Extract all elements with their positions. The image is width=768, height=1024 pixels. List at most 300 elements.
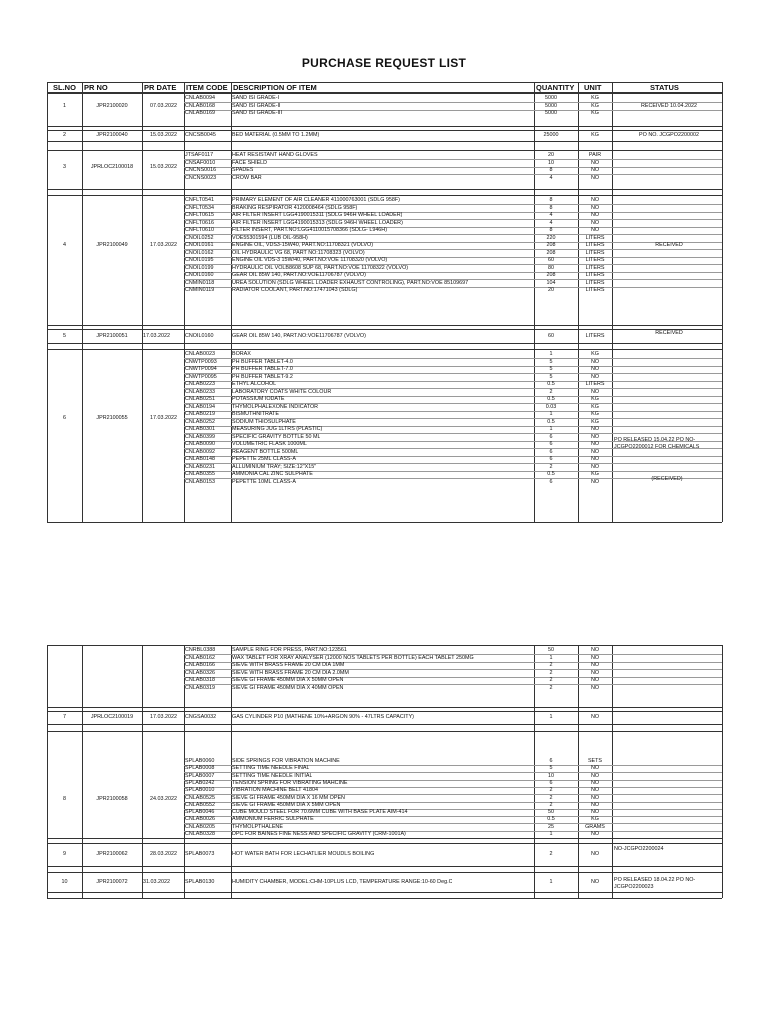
sl-number: 5 [63, 333, 66, 340]
item-quantity: 5 [549, 373, 553, 380]
item-code: CNLAB0525 [185, 794, 215, 801]
pr-number: JPR2100062 [96, 851, 128, 858]
table-rule [142, 150, 143, 189]
item-description: GEAR OIL 85W 140, PART.NO:VOE11706787 (VOLVO) [232, 333, 366, 339]
item-code: CNOIL0160 [185, 333, 214, 339]
item-description: PH BUFFER TABLET-4.0 [232, 358, 293, 365]
sl-number: 4 [63, 242, 66, 249]
table-rule [231, 724, 232, 731]
item-unit: NO [590, 851, 600, 858]
table-rule [722, 843, 723, 866]
item-quantity: 50 [548, 809, 554, 816]
table-rule [47, 141, 48, 150]
item-code: SPLAB0242 [185, 779, 215, 786]
table-rule [47, 731, 48, 838]
item-quantity: 2 [549, 388, 553, 395]
item-description: SAND ISI GRADE-I [232, 95, 280, 101]
item-quantity: 25 [548, 823, 554, 830]
item-code: CNCNS0016 [185, 167, 217, 173]
table-rule [47, 724, 48, 731]
item-unit: NO [590, 433, 600, 440]
item-quantity: 1 [549, 831, 553, 837]
item-quantity: 1 [549, 714, 553, 720]
item-quantity: 10 [548, 159, 554, 166]
table-rule [142, 645, 143, 707]
item-description: AMMONIUM FERRIC SULPHATE [232, 816, 314, 823]
pr-number: JPRLOC2100018 [90, 163, 134, 170]
item-code: CNLAB0552 [185, 801, 215, 808]
sl-number: 7 [63, 714, 66, 721]
item-quantity: 0.03 [545, 403, 557, 410]
table-rule [612, 349, 613, 522]
item-unit: LITERS [585, 272, 605, 278]
item-unit: KG [591, 396, 599, 402]
item-code: CNFLT0615 [185, 212, 214, 218]
item-code: CNLAB0319 [185, 684, 215, 691]
item-quantity: 20 [548, 287, 554, 293]
item-quantity: 4 [549, 174, 553, 181]
item-unit: NO [590, 787, 600, 794]
column-header: ITEM CODE [186, 83, 228, 92]
item-quantity: 5 [549, 358, 553, 365]
table-rule [47, 843, 722, 844]
item-description: BORAX [232, 351, 251, 357]
item-unit: NO [590, 801, 600, 808]
item-quantity: 208 [546, 242, 556, 248]
table-rule [612, 724, 613, 731]
item-code: CNLAB0194 [185, 403, 215, 410]
pr-date: 17.03.2022 [150, 714, 177, 721]
table-rule [722, 711, 723, 724]
item-unit: LITERS [585, 264, 605, 271]
item-description: PH BUFFER TABLET-9.2 [232, 373, 293, 380]
table-rule [47, 349, 722, 350]
item-description: HYDRAULIC OIL VOLB8608 SUP 68, PART.NO:VOE 11708322 (VOLVO) [232, 264, 409, 271]
table-rule [47, 195, 48, 325]
item-quantity: 8 [549, 197, 553, 203]
item-quantity: 2 [549, 684, 553, 691]
item-description: TENSION SPRING FOR VIBRATING MAHCINE [232, 779, 348, 786]
item-unit: PAIR [588, 152, 602, 158]
item-unit: NO [590, 478, 600, 485]
item-description: VIBRATION MACHINE BELT 41804 [232, 787, 318, 794]
item-code: CNLAB0251 [185, 396, 215, 402]
item-quantity: 1 [549, 411, 553, 417]
item-description: GAS CYLINDER P10 (MATHENE 10%+ARGON 90% - 47LTRS CAPACITY) [232, 714, 414, 720]
table-rule [82, 731, 83, 838]
table-rule [47, 150, 722, 151]
item-code: CNOIL0160 [185, 272, 214, 278]
table-rule [82, 645, 83, 707]
item-description: VOLUMETRIC FLASK 1000ML [232, 441, 307, 447]
item-description: ENGINE OIL VDS-3 15W/40, PART.NO:VOE 11708320 (VOLVO) [232, 257, 388, 263]
item-code: CNLAB0166 [185, 662, 215, 668]
pr-date: 17.03.2022 [150, 415, 177, 421]
table-rule [142, 130, 143, 141]
table-rule [578, 141, 579, 150]
item-unit: LITERS [585, 287, 605, 293]
table-rule [722, 343, 723, 349]
table-rule [47, 838, 722, 839]
item-quantity: 104 [546, 279, 556, 286]
item-code: CNLAB0090 [185, 441, 215, 447]
item-code: CNLAB0252 [185, 418, 215, 425]
item-code: CNLAB0318 [185, 677, 215, 683]
pr-number: JPR2100072 [96, 879, 128, 886]
item-description: WAX TABLET FOR XRAY ANALYSER (12000 NOS TABLETS PER BOTTLE) EACH TABLET 250MG [232, 654, 474, 661]
item-description: AIR FILTER INSERT LGG4190015313 (SDLG 946H WHEEL LOADER) [232, 219, 403, 226]
item-quantity: 1 [549, 426, 553, 432]
table-rule [184, 724, 185, 731]
table-rule [47, 189, 722, 190]
item-quantity: 50 [548, 647, 554, 653]
table-rule [47, 349, 48, 522]
item-code: CNWTP0095 [185, 373, 217, 380]
item-unit: NO [590, 684, 600, 691]
item-code: CNFLT0616 [185, 219, 214, 226]
item-description: HOT WATER BATH FOR LECHATLIER MOUDLS BOILING [232, 851, 375, 858]
item-quantity: 2 [549, 794, 553, 801]
item-description: GEAR OIL 85W 140, PART.NO:VOE11706787 (VOLVO) [232, 272, 366, 278]
table-rule [612, 843, 613, 866]
item-quantity: 25000 [543, 132, 559, 138]
item-unit: NO [590, 714, 600, 720]
item-description: AMMONIA CAL ZINC SULPHATE [232, 471, 313, 477]
table-rule [47, 522, 722, 523]
item-quantity: 0.5 [547, 381, 555, 387]
item-quantity: 5000 [545, 110, 557, 116]
column-header: PR NO [84, 83, 108, 92]
pr-number: JPR2100049 [96, 242, 128, 249]
item-quantity: 0.5 [547, 471, 555, 477]
sl-number: 9 [63, 851, 66, 858]
table-rule [142, 195, 143, 325]
item-description: LABORATORY COATS WHITE COLOUR [232, 388, 332, 395]
item-code: CNFLT0610 [185, 227, 214, 233]
item-quantity: 10 [548, 772, 554, 779]
pr-number: JPR2100058 [96, 795, 128, 802]
sl-number: 10 [61, 879, 68, 886]
table-rule [47, 645, 48, 707]
item-description: RADIATOR COOLANT, PART.NO:17471043 (SDLG) [232, 287, 358, 293]
table-rule [722, 325, 723, 329]
table-rule [47, 93, 722, 94]
table-rule [612, 130, 613, 141]
item-code: SPLAB0010 [185, 787, 215, 794]
item-quantity: 8 [549, 227, 553, 233]
status-text: PO RELEASED 15.04.22 PO NO-JCGPO2200012 FOR CHEMICALS [614, 437, 700, 450]
item-description: FACE SHIELD [232, 159, 268, 166]
item-quantity: 20 [548, 152, 554, 158]
item-quantity: 0.5 [547, 396, 555, 402]
item-code: SPLAB0073 [185, 851, 215, 858]
item-code: CNLAB0231 [185, 463, 215, 470]
table-rule [722, 130, 723, 141]
item-unit: NO [590, 219, 600, 226]
item-unit: LITERS [585, 249, 605, 256]
page-title: PURCHASE REQUEST LIST [301, 56, 467, 70]
item-code: CNLAB0169 [185, 110, 215, 116]
item-unit: NO [590, 677, 600, 683]
item-quantity: 2 [549, 677, 553, 683]
table-rule [722, 141, 723, 150]
item-description: SIEVE WITH BRASS FRAME 20 CM DIA 2.0MM [232, 669, 349, 676]
item-unit: NO [590, 448, 600, 455]
item-quantity: 6 [549, 779, 553, 786]
status-text: NO-JCGPO2200024 [614, 846, 664, 852]
table-rule [47, 892, 722, 893]
column-header: SL.NO [53, 83, 76, 92]
table-rule [722, 126, 723, 130]
item-unit: LITERS [585, 381, 605, 387]
pr-date: 07.03.2022 [150, 102, 177, 109]
table-rule [722, 724, 723, 731]
table-rule [47, 645, 722, 646]
item-quantity: 5000 [545, 102, 557, 109]
table-rule [722, 189, 723, 195]
table-rule [612, 141, 613, 150]
table-rule [82, 195, 83, 325]
item-code: CNOIL0252 [185, 234, 214, 241]
item-code: CNFLT0541 [185, 197, 214, 203]
item-description: REAGENT BOTTLE 500ML [232, 448, 299, 455]
item-description: SODIUM THIOSULPHATE [232, 418, 296, 425]
item-quantity: 6 [549, 448, 553, 455]
item-quantity: 80 [548, 264, 554, 271]
item-unit: NO [590, 463, 600, 470]
item-unit: NO [590, 772, 600, 779]
item-unit: GRAMS [585, 823, 605, 830]
pr-date: 17.03.2022 [143, 333, 170, 340]
item-code: CNLAB0301 [185, 426, 215, 432]
item-description: SAMPLE RING FOR PRESS, PART.NO:123561 [232, 647, 347, 653]
item-code: CNLAB0162 [185, 654, 215, 661]
table-rule [142, 82, 143, 126]
item-unit: NO [590, 212, 600, 218]
item-quantity: 4 [549, 219, 553, 226]
item-description: SETTING TIME NEEDLE INITIAL [232, 772, 313, 779]
item-code: CNWTP0093 [185, 358, 217, 365]
table-rule [47, 195, 722, 196]
pr-number: JPR2100051 [96, 333, 128, 340]
item-unit: NO [590, 366, 600, 372]
item-description: BISMUTHNITRATE [232, 411, 279, 417]
item-unit: NO [590, 779, 600, 786]
table-rule [722, 150, 723, 189]
item-unit: NO [590, 456, 600, 462]
item-code: CNLAB0328 [185, 831, 215, 837]
table-rule [47, 329, 722, 330]
item-code: SPLAB0046 [185, 809, 215, 816]
table-rule [142, 349, 143, 522]
column-header: DESCRIPTION OF ITEM [233, 83, 317, 92]
item-code: CNLAB0399 [185, 433, 215, 440]
item-unit: NO [590, 765, 600, 772]
item-unit: KG [591, 418, 599, 425]
item-unit: NO [590, 647, 600, 653]
item-quantity: 208 [546, 249, 556, 256]
item-code: CNLAB0233 [185, 388, 215, 395]
item-description: SAND ISI GRADE-III [232, 110, 283, 116]
item-unit: NO [590, 174, 600, 181]
table-rule [578, 724, 579, 731]
status-text: PO RELEASED 18.04.22 PO NO-JCGPO2200023 [614, 877, 696, 890]
item-unit: NO [590, 441, 600, 447]
item-description: THYMOLPTHALENE [232, 823, 283, 830]
item-description: SETTING TIME NEEDLE FINAL [232, 765, 310, 772]
table-rule [534, 724, 535, 731]
table-rule [612, 872, 613, 892]
item-unit: KG [591, 351, 599, 357]
item-unit: LITERS [585, 279, 605, 286]
item-unit: NO [590, 426, 600, 432]
item-code: CNOIL0195 [185, 257, 214, 263]
pr-number: JPR2100055 [96, 415, 128, 421]
item-description: ETHYL ALCOHOL [232, 381, 277, 387]
table-row [184, 174, 722, 175]
sl-number: 2 [63, 132, 66, 139]
item-unit: NO [590, 669, 600, 676]
item-description: HEAT RESISTANT HAND GLOVES [232, 152, 318, 158]
item-unit: KG [591, 95, 599, 101]
item-code: CNWTP0094 [185, 366, 217, 372]
item-unit: NO [590, 879, 600, 886]
table-rule [142, 731, 143, 838]
item-code: CNOIL0199 [185, 264, 214, 271]
item-description: FILTER INSERT, PART.NO:LGG4110015708366 (SDLG- L946H) [232, 227, 387, 233]
item-code: CNSAF0010 [185, 159, 216, 166]
item-quantity: 2 [549, 662, 553, 668]
item-description: PEPETTE 25ML CLASS-A [232, 456, 296, 462]
table-rule [47, 731, 722, 732]
item-quantity: 2 [549, 787, 553, 794]
item-description: SIEVE GI FRAME 450MM DIA X 50MM OPEN [232, 677, 344, 683]
item-unit: NO [590, 204, 600, 211]
item-description: ALLUMINIUM TRAY; SIZE:12"X15" [232, 463, 317, 470]
item-quantity: 60 [548, 257, 554, 263]
table-rule [722, 645, 723, 707]
item-code: SPLAB0130 [185, 879, 215, 886]
item-quantity: 1 [549, 351, 553, 357]
item-description: OIL HYDRAULIC VG 68, PART NO:11708323 (VOLVO) [232, 249, 365, 256]
item-unit: KG [591, 403, 599, 410]
item-unit: KG [591, 102, 599, 109]
table-rule [142, 141, 143, 150]
status-text-secondary: (RECEIVED) [651, 476, 683, 482]
item-code: SPLAB0008 [185, 765, 215, 772]
column-header: PR DATE [144, 83, 177, 92]
item-description: HUMIDITY CHAMBER, MODEL:CHM-10PLUS LCD, TEMPERATURE RANGE:10-60 Deg.C [232, 879, 453, 886]
item-code: CNLAB0023 [185, 351, 215, 357]
item-code: CNCSB0045 [185, 132, 216, 138]
item-quantity: 8 [549, 204, 553, 211]
pr-number: JPR2100040 [96, 132, 128, 139]
status-text: RECEIVED [655, 242, 683, 249]
item-description: UREA SOLUTION (SDLG WHEEL LOADER EXHAUST CONTROLING), PART.NO:VOE 85109697 [232, 279, 469, 286]
item-code: CNLAB0148 [185, 456, 215, 462]
table-rule [82, 141, 83, 150]
item-description: SAND ISI GRADE-II [232, 102, 281, 109]
item-unit: SETS [587, 758, 603, 764]
item-code: CNOIL0161 [185, 242, 214, 248]
table-row [184, 167, 722, 168]
table-rule [142, 843, 143, 866]
table-rule [722, 731, 723, 838]
item-unit: KG [591, 132, 599, 138]
item-unit: NO [590, 831, 600, 837]
item-code: CNCNS0023 [185, 174, 217, 181]
item-code: CNLAB0205 [185, 823, 215, 830]
item-code: CNMIN0119 [185, 287, 215, 293]
table-rule [612, 195, 613, 325]
table-rule [722, 866, 723, 872]
table-rule [47, 325, 722, 326]
table-rule [142, 724, 143, 731]
table-rule [47, 898, 722, 899]
item-code: CNLAB0094 [185, 95, 215, 101]
item-unit: NO [590, 227, 600, 233]
table-rule [47, 82, 722, 83]
sl-number: 1 [63, 102, 66, 109]
item-quantity: 0.5 [547, 418, 555, 425]
item-unit: KG [591, 471, 599, 477]
item-unit: NO [590, 809, 600, 816]
item-unit: NO [590, 794, 600, 801]
table-rule [534, 141, 535, 150]
pr-date: 15.03.2022 [150, 163, 177, 170]
pr-number: JPR2100020 [96, 102, 128, 109]
item-code: SPLAB0060 [185, 758, 215, 764]
item-code: CNLAB0223 [185, 381, 215, 387]
item-quantity: 2 [549, 801, 553, 808]
table-rule [612, 711, 613, 724]
table-rule [47, 872, 722, 873]
table-rule [722, 707, 723, 711]
column-header: QUANTITY [536, 83, 575, 92]
item-unit: NO [590, 388, 600, 395]
column-header: STATUS [650, 83, 679, 92]
item-quantity: 1 [549, 654, 553, 661]
table-rule [142, 711, 143, 724]
item-unit: NO [590, 159, 600, 166]
table-rule [722, 329, 723, 343]
item-code: CNLAB0168 [185, 102, 215, 109]
item-code: CNMIN0118 [185, 279, 215, 286]
item-quantity: 8 [549, 167, 553, 173]
item-description: SIEVE GI FRAME 450MM DIA X 16 MM OPEN [232, 794, 345, 801]
status-text: RECEIVED [655, 330, 683, 336]
item-quantity: 6 [549, 758, 553, 764]
table-rule [722, 195, 723, 325]
item-code: CNLAB0355 [185, 471, 215, 477]
table-rule [47, 141, 722, 142]
pr-date: 17.03.2022 [150, 242, 177, 249]
item-description: SIDE SPRINGS FOR VIBRATION MACHINE [232, 758, 340, 764]
item-code: CNRBL0388 [185, 647, 216, 653]
item-unit: LITERS [585, 234, 605, 241]
item-quantity: 0.5 [547, 816, 555, 823]
item-unit: NO [590, 358, 600, 365]
item-code: CNLAB0092 [185, 448, 215, 455]
item-description: VOE5530159​4 (LUB OIL-958H) [232, 234, 308, 241]
item-code: CNOIL0162 [185, 249, 214, 256]
item-quantity: 220 [546, 234, 556, 241]
table-rule [47, 707, 722, 708]
item-description: CUBE MOULD STEEL FOR 70.6MM CUBE WITH BASE PLATE AIM-414 [232, 809, 408, 816]
pr-date: 24.03.2022 [150, 795, 177, 802]
item-unit: NO [590, 662, 600, 668]
item-quantity: 2 [549, 669, 553, 676]
